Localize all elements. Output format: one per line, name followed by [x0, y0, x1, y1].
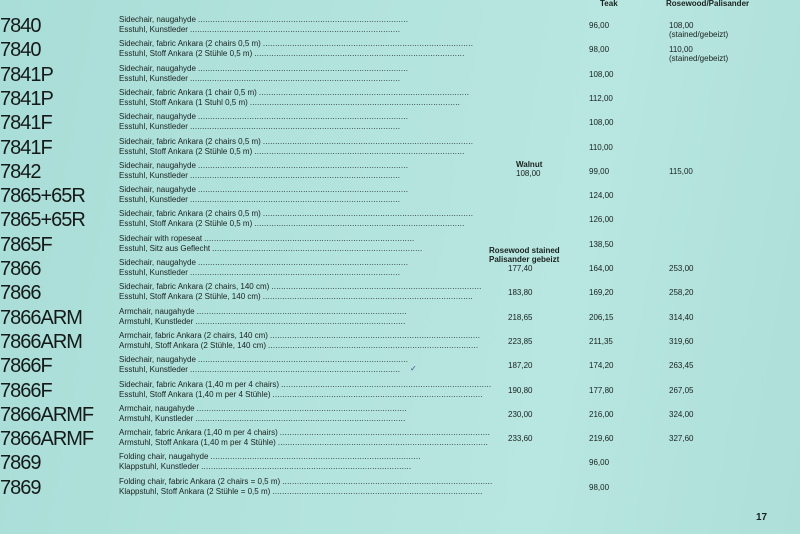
description-de: Armstuhl, Stoff Ankara (2 Stühle, 140 cm) [119, 340, 267, 350]
walnut-note [516, 160, 542, 178]
table-row [0, 281, 800, 305]
model-number: 7842 [0, 160, 41, 183]
model-number: 7840 [0, 39, 41, 62]
description-de: Klappstuhl, Kunstleder [119, 462, 200, 472]
description [119, 64, 499, 84]
description [119, 452, 499, 472]
palisander-gebeizt-label: Palisander gebeizt [489, 255, 560, 264]
table-row [0, 403, 800, 427]
description-en: Armchair, fabric Ankara (2 chairs, 140 cm) [119, 330, 268, 340]
walnut-price: 183,80 [508, 288, 533, 298]
table-row [0, 111, 800, 135]
description-de: Esstuhl, Kunstleder [119, 365, 188, 375]
walnut-price: 233,60 [508, 434, 533, 444]
description-de: Esstuhl, Kunstleder [119, 25, 188, 34]
description-en: Armchair, naugahyde [119, 403, 195, 413]
description-en: Folding chair, fabric Ankara (2 chairs = 0,5 m) [119, 476, 281, 486]
description-en: Sidechair, fabric Ankara (2 chairs 0,5 m) [119, 136, 261, 146]
table-row [0, 136, 800, 160]
walnut-price: 190,80 [508, 385, 533, 395]
table-row [0, 257, 800, 281]
description-de: Esstuhl, Stoff Ankara (2 Stühle 0,5 m) [119, 146, 253, 156]
description-de: Esstuhl, Kunstleder [119, 73, 188, 83]
teak-price: 99,00 [589, 166, 610, 176]
rosewood-price: 314,40 [669, 312, 694, 322]
description-en: Armchair, naugahyde [119, 306, 195, 316]
teak-price: 98,00 [589, 45, 610, 55]
rosewood-price: 263,45 [669, 361, 694, 371]
description-de: Esstuhl, Stoff Ankara (2 Stühle, 140 cm) [119, 292, 261, 302]
model-number: 7841F [0, 112, 52, 135]
description-en: Sidechair, naugahyde [119, 160, 196, 170]
model-number: 7866ARM [0, 306, 82, 329]
teak-price: 96,00 [589, 21, 610, 30]
check-mark-icon: ✓ [410, 364, 417, 373]
model-number: 7866ARMF [0, 428, 94, 451]
description-en: Sidechair, naugahyde [119, 15, 196, 24]
table-row [0, 38, 800, 62]
teak-price: 98,00 [589, 482, 610, 492]
model-number: 7866 [0, 282, 41, 305]
table-row [0, 14, 800, 38]
rosewood-price: 327,60 [669, 434, 694, 444]
teak-price: 138,50 [589, 239, 614, 249]
table-row [0, 233, 800, 257]
table-row [0, 451, 800, 475]
rosewood-price: 253,00 [669, 264, 694, 273]
description [119, 15, 499, 35]
description-de: Esstuhl, Sitz aus Geflecht [119, 243, 211, 253]
model-number: 7866ARMF [0, 403, 94, 426]
description [119, 282, 499, 302]
description [119, 428, 499, 448]
description-de: Esstuhl, Stoff Ankara (2 Stühle 0,5 m) [119, 219, 253, 229]
description [119, 380, 499, 400]
walnut-price: 218,65 [508, 312, 533, 322]
description-de: Esstuhl, Stoff Ankara (2 Stühle 0,5 m) [119, 49, 253, 59]
teak-price: 174,20 [589, 361, 614, 371]
table-row [0, 184, 800, 208]
rosewood-price: 258,20 [669, 288, 694, 298]
description [119, 355, 499, 375]
walnut-price: 223,85 [508, 336, 533, 346]
rosewood-column-header: Rosewood/Palisander [666, 0, 750, 8]
page-number: 17 [756, 512, 768, 523]
rosewood-price: 110,00 (stained/gebeizt) [669, 45, 729, 64]
walnut-price: 108,00 [516, 169, 541, 178]
description [119, 258, 499, 278]
model-number: 7841P [0, 87, 53, 110]
rosewood-price: 115,00 [669, 166, 693, 176]
model-number: 7869 [0, 476, 41, 499]
teak-price: 108,00 [589, 69, 614, 79]
rosewood-price: 108,00 (stained/gebeizt) [669, 21, 729, 39]
teak-price: 126,00 [589, 215, 614, 225]
teak-price: 216,00 [589, 409, 614, 419]
description-en: Sidechair, fabric Ankara (2 chairs 0,5 m) [119, 209, 261, 219]
description-en: Sidechair, fabric Ankara (2 chairs 0,5 m) [119, 39, 261, 49]
model-number: 7866F [0, 379, 52, 402]
description [119, 209, 499, 229]
description [119, 137, 499, 157]
description [119, 331, 499, 351]
description-de: Esstuhl, Stoff Ankara (1,40 m per 4 Stühle) [119, 389, 271, 399]
model-number: 7841P [0, 63, 53, 86]
description-en: Sidechair with ropeseat [119, 233, 203, 243]
table-row [0, 87, 800, 111]
description-de: Armstuhl, Kunstleder [119, 413, 194, 423]
walnut-price: 230,00 [508, 409, 533, 419]
model-number: 7866 [0, 258, 41, 280]
teak-price: 110,00 [589, 142, 613, 152]
teak-price: 124,00 [589, 191, 614, 201]
description-de: Esstuhl, Stoff Ankara (1 Stuhl 0,5 m) [119, 97, 248, 107]
description [119, 39, 499, 59]
description [119, 477, 499, 497]
teak-price: 219,60 [589, 434, 614, 444]
model-number: 7866F [0, 355, 52, 378]
table-row [0, 208, 800, 232]
table-row [0, 354, 800, 378]
description [119, 112, 499, 132]
table-row [0, 330, 800, 354]
description-en: Sidechair, naugahyde [119, 63, 196, 73]
model-number: 7841F [0, 136, 52, 159]
description-de: Klappstuhl, Stoff Ankara (2 Stühle = 0,5 m) [119, 486, 271, 496]
model-number: 7865+65R [0, 209, 85, 232]
description-en: Folding chair, naugahyde [119, 452, 209, 462]
rosewood-price: 319,60 [669, 336, 694, 346]
teak-price: 177,80 [589, 385, 614, 395]
description [119, 307, 499, 327]
teak-price: 112,00 [589, 93, 613, 103]
description-en: Sidechair, fabric Ankara (2 chairs, 140 cm) [119, 282, 270, 292]
rosewood-stained-note [489, 246, 560, 264]
description [119, 234, 499, 254]
model-number: 7869 [0, 452, 41, 475]
description [119, 161, 499, 181]
description-de: Esstuhl, Kunstleder [119, 268, 188, 277]
table-row [0, 160, 800, 184]
rosewood-price: 324,00 [669, 409, 694, 419]
table-row [0, 379, 800, 403]
model-number: 7840 [0, 15, 41, 37]
table-row [0, 427, 800, 451]
description [119, 404, 499, 424]
walnut-label: Walnut [516, 160, 543, 169]
description [119, 185, 499, 205]
model-number: 7865F [0, 233, 52, 256]
description-de: Armstuhl, Kunstleder [119, 316, 194, 326]
teak-price: 211,35 [589, 336, 613, 346]
model-number: 7865+65R [0, 185, 85, 208]
rosewood-stained-label: Rosewood stained [489, 246, 560, 255]
teak-price: 108,00 [589, 118, 614, 128]
teak-price: 169,20 [589, 288, 614, 298]
walnut-price: 187,20 [508, 361, 533, 371]
table-row [0, 476, 800, 500]
description-en: Sidechair, fabric Ankara (1 chair 0,5 m) [119, 87, 257, 97]
description-en: Sidechair, naugahyde [119, 355, 196, 365]
table-row [0, 306, 800, 330]
model-number: 7866ARM [0, 330, 82, 353]
description-en: Sidechair, fabric Ankara (1,40 m per 4 chairs) [119, 379, 280, 389]
description-en: Armchair, fabric Ankara (1,40 m per 4 chairs) [119, 428, 278, 438]
teak-price: 164,00 [589, 264, 614, 273]
teak-price: 206,15 [589, 312, 614, 322]
description-de: Armstuhl, Stoff Ankara (1,40 m per 4 Stühle) [119, 438, 276, 448]
description-en: Sidechair, naugahyde [119, 185, 196, 195]
walnut-price: 177,40 [508, 264, 533, 273]
description-de: Esstuhl, Kunstleder [119, 170, 188, 180]
description-en: Sidechair, naugahyde [119, 112, 196, 122]
table-row [0, 63, 800, 87]
rosewood-price: 267,05 [669, 385, 694, 395]
description-de: Esstuhl, Kunstleder [119, 122, 188, 132]
teak-column-header: Teak [600, 0, 618, 8]
teak-price: 96,00 [589, 458, 610, 468]
description [119, 88, 499, 108]
description-de: Esstuhl, Kunstleder [119, 195, 188, 205]
description-en: Sidechair, naugahyde [119, 258, 196, 267]
